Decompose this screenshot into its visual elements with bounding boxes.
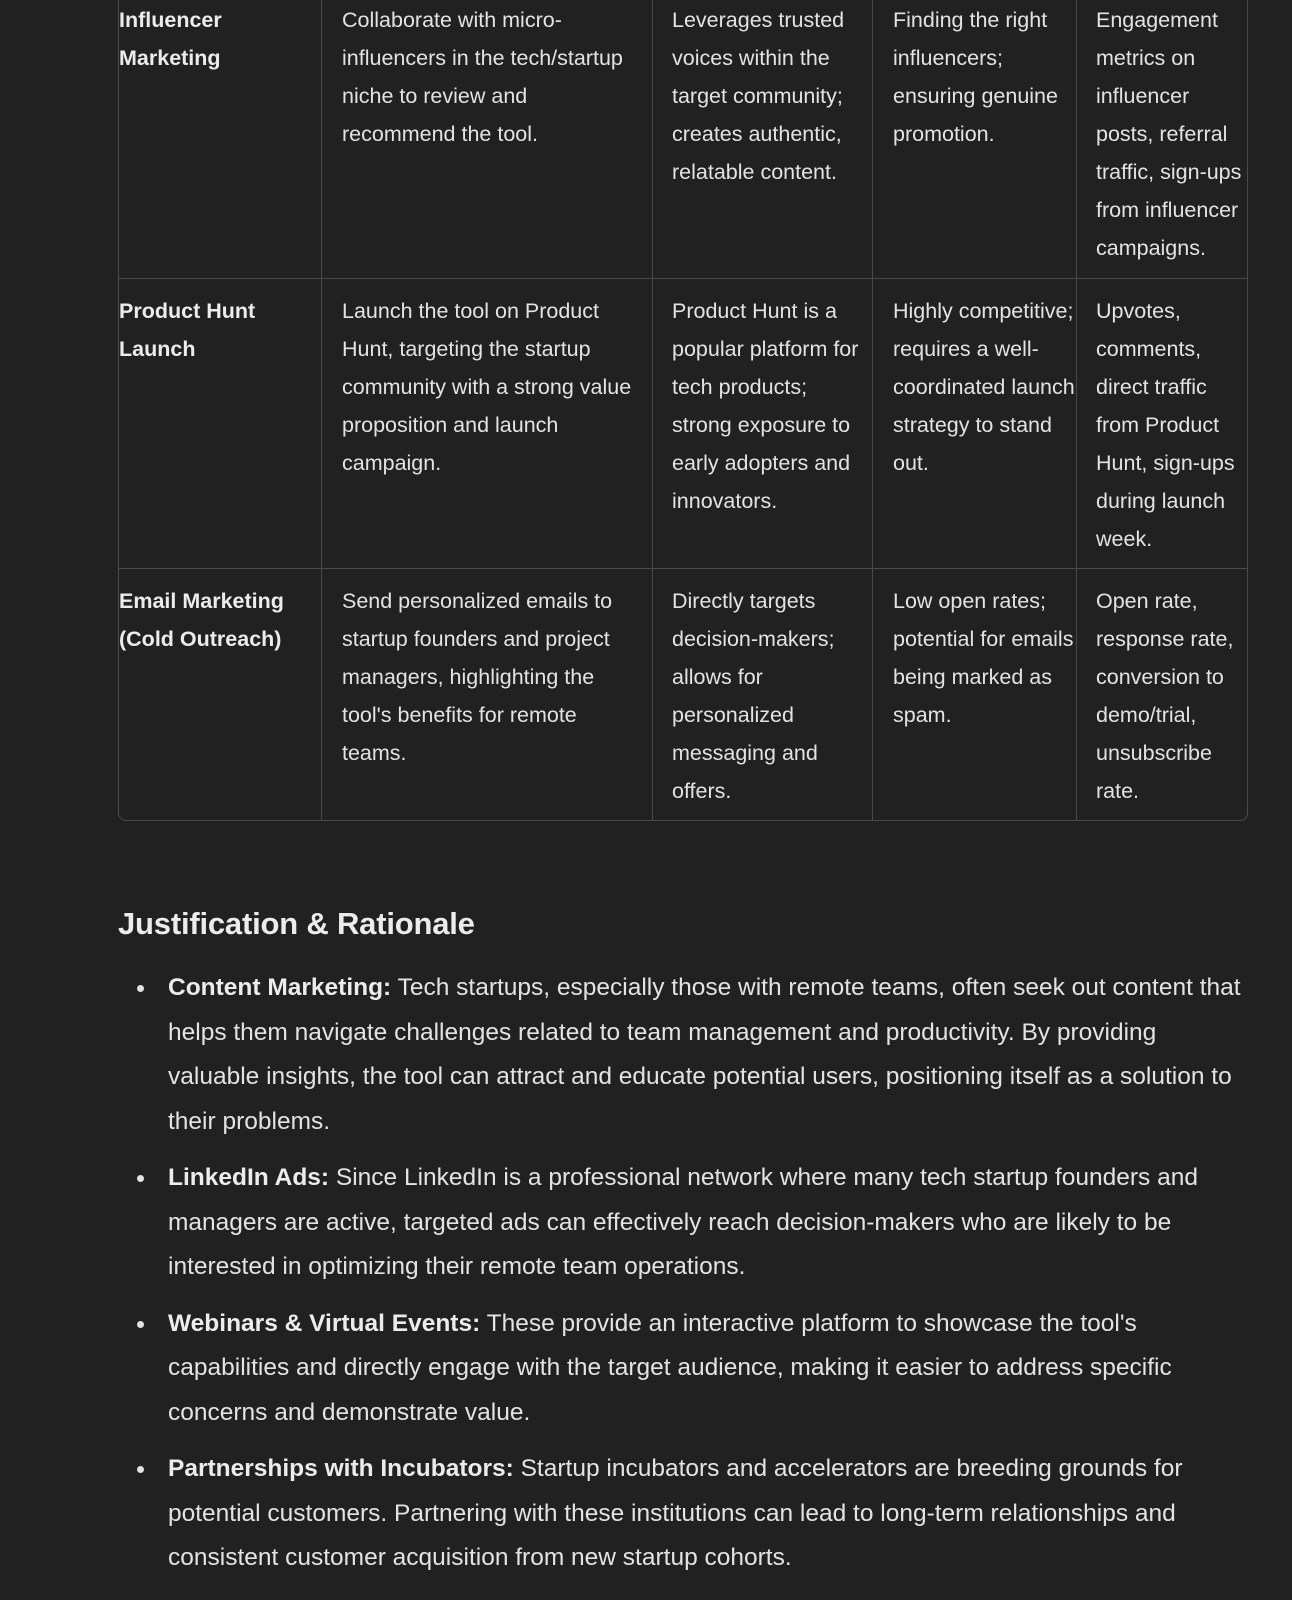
bullet-text: These provide an interactive platform to showcase the tool's capabilities and directly engage with the target audience, making it easier to address specific concerns and demonstrate value.	[168, 1309, 1172, 1426]
section-heading: Justification & Rationale	[118, 906, 475, 941]
channel-label: Product Hunt	[119, 299, 256, 323]
rationale-cell: Directly targets decision-makers; allows for personalized messaging and offers.	[653, 569, 873, 821]
channel-label: (Cold Outreach)	[119, 627, 282, 651]
table-row	[119, 569, 1247, 821]
challenges-cell: Low open rates; potential for emails being marked as spam.	[873, 569, 1077, 821]
kpis-cell: Upvotes, comments, direct traffic from Product Hunt, sign-ups during launch week.	[1077, 279, 1248, 569]
channel-cell	[119, 0, 322, 279]
bullet-icon	[137, 1321, 144, 1328]
description-cell: Send personalized emails to startup founders and project managers, highlighting the tool's benefits for remote teams.	[322, 569, 653, 821]
channel-label: Launch	[119, 337, 196, 361]
table-row	[119, 279, 1247, 569]
bullet-text: Startup incubators and accelerators are breeding grounds for potential customers. Partnering with these institutions can lead to long-term relationships and consistent customer acquisition from new startup cohorts.	[168, 1455, 1183, 1571]
rationale-cell: Leverages trusted voices within the target community; creates authentic, relatable content.	[653, 0, 873, 279]
channel-label: Email Marketing	[119, 589, 284, 613]
challenges-cell: Highly competitive; requires a well-coordinated launch strategy to stand out.	[873, 279, 1077, 569]
bullet-text: Tech startups, especially those with remote teams, often seek out content that helps them navigate challenges related to team management and productivity. By providing valuable insights, the tool can attract and educate potential users, positioning itself as a solution to their problems.	[168, 974, 1241, 1135]
bullet-lead: Partnerships with Incubators:	[168, 1455, 514, 1482]
description-cell: Launch the tool on Product Hunt, targeting the startup community with a strong value proposition and launch campaign.	[322, 279, 653, 569]
bullet-lead: Content Marketing:	[168, 974, 392, 1001]
bullet-icon	[137, 1466, 144, 1473]
channel-label: Influencer	[119, 8, 222, 32]
challenges-cell: Finding the right influencers; ensuring genuine promotion.	[873, 0, 1077, 279]
list-item	[118, 966, 1248, 1144]
kpis-cell: Engagement metrics on influencer posts, referral traffic, sign-ups from influencer campaigns.	[1077, 0, 1248, 279]
list-item	[118, 1302, 1248, 1436]
bullet-text: Since LinkedIn is a professional network where many tech startup founders and managers are active, targeted ads can effectively reach decision-makers who are likely to be interested in optimizing their remote team operations.	[168, 1164, 1198, 1280]
rationale-cell: Product Hunt is a popular platform for tech products; strong exposure to early adopters and innovators.	[653, 279, 873, 569]
bullet-icon	[137, 1175, 144, 1182]
bullet-lead: Webinars & Virtual Events:	[168, 1309, 481, 1337]
justification-list	[118, 966, 1248, 1593]
strategy-table	[118, 0, 1248, 821]
list-item	[118, 1156, 1248, 1290]
description-cell: Collaborate with micro-influencers in the tech/startup niche to review and recommend the tool.	[322, 0, 653, 279]
bullet-icon	[137, 985, 144, 992]
channel-label: Marketing	[119, 46, 221, 70]
bullet-lead: LinkedIn Ads:	[168, 1164, 330, 1191]
kpis-cell: Open rate, response rate, conversion to demo/trial, unsubscribe rate.	[1096, 589, 1234, 803]
channel-cell	[119, 279, 322, 569]
table-row	[119, 0, 1247, 279]
channel-cell	[119, 569, 322, 821]
list-item	[118, 1447, 1248, 1581]
